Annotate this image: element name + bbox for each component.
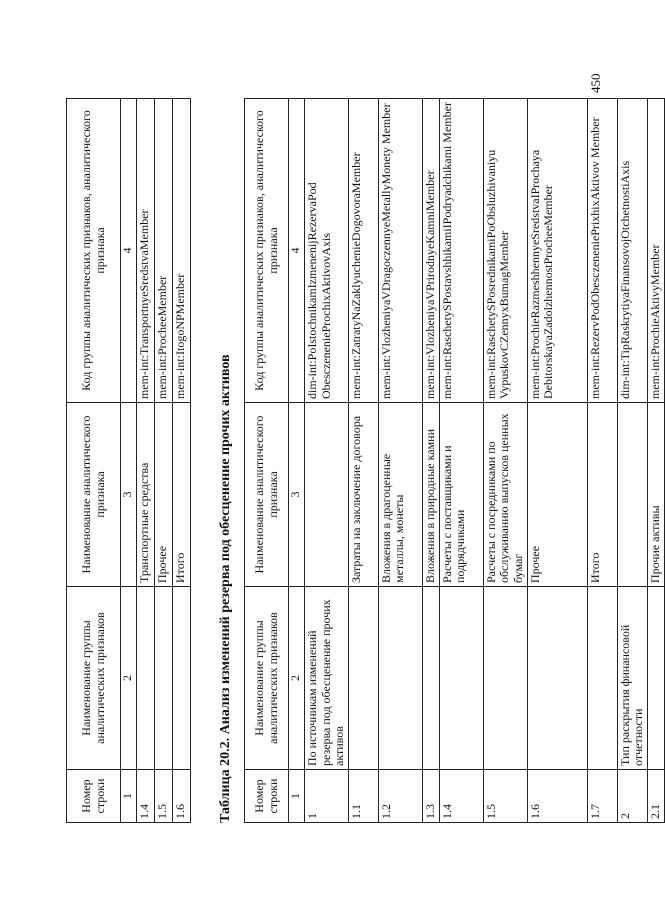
- header-row-number: Номер строки: [245, 770, 289, 823]
- row-number: 1.5: [155, 770, 173, 823]
- header-row-number: Номер строки: [67, 770, 121, 823]
- column-number: 4: [121, 99, 137, 403]
- table-row: [137, 99, 155, 823]
- header-feature-name: Наименование аналитического признака: [245, 403, 289, 587]
- table-row: [527, 99, 587, 823]
- table-row: [348, 99, 378, 823]
- row-number: 1.7: [587, 770, 617, 823]
- column-number: 2: [289, 587, 305, 770]
- code-cell: mem-int:ZatratyNaZaklyuchenieDogovoraMember: [348, 99, 378, 403]
- group-name-cell: [155, 587, 173, 770]
- group-name-cell: [647, 587, 664, 770]
- group-name-cell: [173, 587, 191, 770]
- feature-name-cell: Прочее: [155, 403, 173, 587]
- row-number: 1.6: [527, 770, 587, 823]
- table-row: [155, 99, 173, 823]
- code-cell: mem-int:ProcheeMember: [155, 99, 173, 403]
- row-number: 1.3: [422, 770, 439, 823]
- table-row: [422, 99, 439, 823]
- header-feature-name: Наименование аналитического признака: [67, 403, 121, 587]
- table-row: [173, 99, 191, 823]
- table-row: [647, 99, 664, 823]
- table-row: [483, 99, 527, 823]
- table-caption: Таблица 20.2. Анализ изменений резерва под обесценение прочих активов: [218, 354, 233, 823]
- column-number: 1: [289, 770, 305, 823]
- header-code: Код группы аналитических признаков, аналитического признака: [245, 99, 289, 403]
- code-cell: mem-int:RezervPodObesczeneniePrixhixAktivov Member: [587, 99, 617, 403]
- table-row: [439, 99, 483, 823]
- code-cell: mem-int:RaschetySPostavshhikamiIPodryadchikami Member: [439, 99, 483, 403]
- group-name-cell: По источникам изменений резерва под обесценение прочих активов: [305, 587, 349, 770]
- table-row: [587, 99, 617, 823]
- group-name-cell: [483, 587, 527, 770]
- row-number: 1.4: [439, 770, 483, 823]
- row-number: 1.5: [483, 770, 527, 823]
- group-name-cell: [348, 587, 378, 770]
- row-number: 2: [617, 770, 647, 823]
- header-group-name: Наименование группы аналитических признаков: [245, 587, 289, 770]
- feature-name-cell: Расчеты с посредниками по обслуживанию выпусков ценных бумаг: [483, 403, 527, 587]
- feature-name-cell: Итого: [587, 403, 617, 587]
- code-cell: mem-int:RaschetySPosrednikamiPoObsluzhivaniyu VypuskovCZennyxBumagMember: [483, 99, 527, 403]
- table-row: [378, 99, 422, 823]
- group-name-cell: [439, 587, 483, 770]
- code-cell: mem-int:ProchieAktivyMember: [647, 99, 664, 403]
- column-number: 2: [121, 587, 137, 770]
- header-group-name: Наименование группы аналитических признаков: [67, 587, 121, 770]
- feature-name-cell: [305, 403, 349, 587]
- code-cell: mem-int:VlozheniyaVPrirodnyeKamniMember: [422, 99, 439, 403]
- feature-name-cell: Итого: [173, 403, 191, 587]
- feature-name-cell: Вложения в драгоценные металлы, монеты: [378, 403, 422, 587]
- code-cell: mem-int:ItogoNPMember: [173, 99, 191, 403]
- row-number: 1.1: [348, 770, 378, 823]
- table-row: [617, 99, 647, 823]
- feature-name-cell: Прочее: [527, 403, 587, 587]
- group-name-cell: [137, 587, 155, 770]
- row-number: 2.1: [647, 770, 664, 823]
- column-number: 3: [121, 403, 137, 587]
- table-main: [244, 98, 665, 823]
- code-cell: mem-int:VlozheniyaVDragoczennyeMetallyMonety Member: [378, 99, 422, 403]
- page-number: 450: [588, 73, 603, 93]
- code-cell: mem-int:ProchieRazmeshhennyeSredstvaIProchaya DebitorskayaZadolzhennostProcheeMember: [527, 99, 587, 403]
- column-number: 3: [289, 403, 305, 587]
- row-number: 1: [305, 770, 349, 823]
- feature-name-cell: [617, 403, 647, 587]
- group-name-cell: [422, 587, 439, 770]
- header-code: Код группы аналитических признаков, аналитического признака: [67, 99, 121, 403]
- table-row: [305, 99, 349, 823]
- code-cell: mem-int:TransportnyeSredstvaMember: [137, 99, 155, 403]
- feature-name-cell: Прочие активы: [647, 403, 664, 587]
- row-number: 1.6: [173, 770, 191, 823]
- code-cell: dim-int:PoIstochnikamIzmenenijRezervaPod ObesczenenieProchixAktivovAxis: [305, 99, 349, 403]
- group-name-cell: Тип раскрытия финансовой отчетности: [617, 587, 647, 770]
- group-name-cell: [527, 587, 587, 770]
- column-number: 1: [121, 770, 137, 823]
- group-name-cell: [378, 587, 422, 770]
- code-cell: dim-int:TipRaskrytiyaFinansovojOtchetnostiAxis: [617, 99, 647, 403]
- feature-name-cell: Расчеты с поставщиками и подрядчиками: [439, 403, 483, 587]
- row-number: 1.4: [137, 770, 155, 823]
- group-name-cell: [587, 587, 617, 770]
- table-top: [66, 98, 191, 823]
- feature-name-cell: Транспортные средства: [137, 403, 155, 587]
- row-number: 1.2: [378, 770, 422, 823]
- column-number: 4: [289, 99, 305, 403]
- feature-name-cell: Затраты на заключение договора: [348, 403, 378, 587]
- feature-name-cell: Вложения в природные камни: [422, 403, 439, 587]
